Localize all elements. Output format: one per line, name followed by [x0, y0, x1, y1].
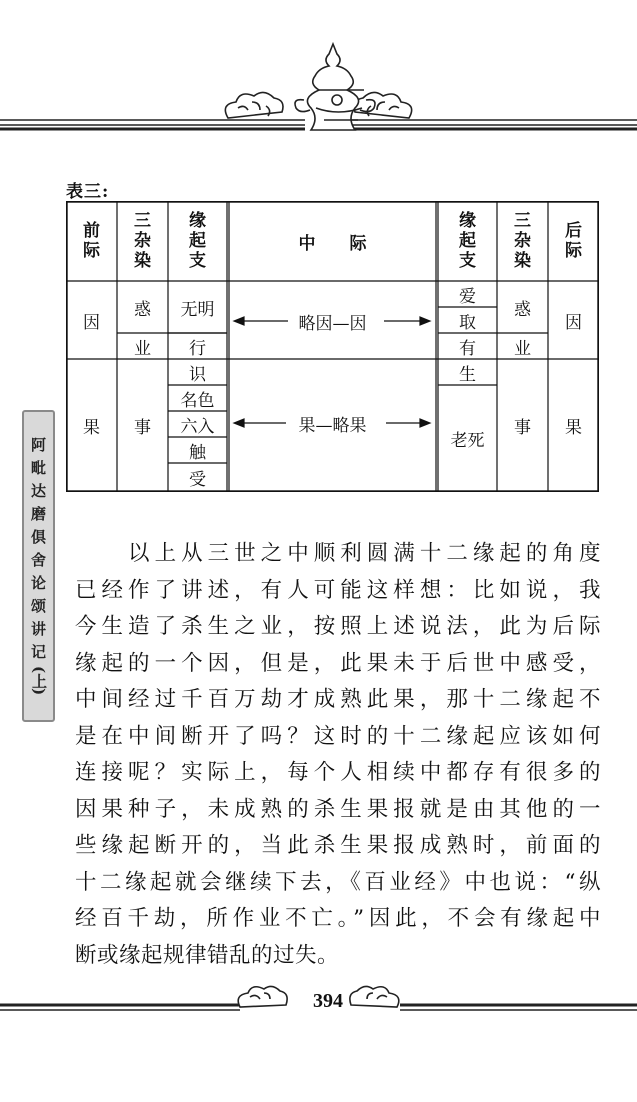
- table-caption: 表三:: [66, 182, 110, 202]
- body-line: 些缘起断开的，当此杀生果报成熟时，前面的: [75, 833, 601, 858]
- side-tab-char: 俱: [30, 528, 46, 546]
- cell-cause-right: 因: [565, 312, 582, 333]
- body-line: 缘起的一个因，但是，此果未于后世中感受，: [75, 650, 601, 676]
- twelve-links-table: [66, 201, 599, 492]
- arrow-label-effect-text: 果—略果: [295, 411, 371, 436]
- page-number: 394: [313, 990, 343, 1012]
- cell-huo-right: 惑: [514, 299, 531, 320]
- cell-huo-left: 惑: [134, 299, 151, 320]
- cell-mingse: 名色: [180, 390, 215, 411]
- side-tab-char: 达: [30, 482, 46, 500]
- body-line: 中间经过千百万劫才成熟此果，那十二缘起不: [75, 687, 601, 712]
- cell-qu: 取: [459, 312, 476, 333]
- header-ornament: [0, 0, 637, 150]
- side-tab-char: 舍: [30, 551, 46, 569]
- header-hou-ji: 后 际: [565, 221, 582, 261]
- side-tab-char: 阿: [30, 436, 46, 454]
- side-tab-char: 毗: [30, 459, 46, 477]
- header-zhong-ji: 中 际: [298, 233, 367, 254]
- header-san-za-ran-left: 三 杂 染: [134, 211, 151, 271]
- body-paragraph: [75, 536, 601, 974]
- body-line: 已经作了讲述，有人可能这样想：比如说，我: [75, 577, 601, 603]
- cell-ye-right: 业: [514, 338, 531, 359]
- body-line: 是在中间断开了吗？这时的十二缘起应该如何: [75, 723, 601, 749]
- side-tab-char: 讲: [30, 620, 46, 638]
- arrow-label-effect: [229, 411, 436, 435]
- side-tab-char: 论: [30, 574, 46, 592]
- side-tab-book-title: [22, 410, 55, 722]
- side-tab-char: 记: [30, 643, 46, 661]
- side-tab-char: 磨: [30, 505, 46, 523]
- cell-sheng: 生: [459, 364, 476, 385]
- body-line: 以上从三世之中顺利圆满十二缘起的角度: [75, 541, 601, 566]
- header-yuan-qi-zhi-left: 缘 起 支: [189, 211, 206, 271]
- body-line: 断或缘起规律错乱的过失。: [75, 942, 340, 968]
- header-yuan-qi-zhi-right: 缘 起 支: [459, 211, 476, 271]
- header-san-za-ran-right: 三 杂 染: [514, 211, 531, 271]
- cell-xing: 行: [189, 338, 206, 359]
- cell-cause-left: 因: [83, 312, 100, 333]
- cell-laosi: 老死: [450, 431, 485, 451]
- body-line: 经百千劫，所作业不亡。”因此，不会有缘起中: [75, 906, 601, 931]
- side-tab-char: (上): [30, 666, 48, 696]
- cell-shi-right: 事: [514, 418, 531, 438]
- cell-shou: 受: [189, 470, 206, 490]
- cell-effect-left: 果: [83, 418, 100, 438]
- cell-liuru: 六入: [180, 416, 215, 437]
- cell-you: 有: [459, 338, 476, 359]
- cell-shi-left: 事: [134, 418, 151, 438]
- cell-effect-right: 果: [565, 418, 582, 438]
- body-line: 今生造了杀生之业，按照上述说法，此为后际: [75, 614, 601, 639]
- cell-wuming: 无明: [180, 299, 215, 320]
- header-qian-ji: 前 际: [83, 221, 100, 261]
- body-line: 连接呢？实际上，每个人相续中都存有很多的: [75, 760, 601, 785]
- body-line: 十二缘起就会继续下去，《百业经》中也说：“纵: [75, 869, 601, 895]
- side-tab-char: 颂: [30, 597, 46, 615]
- cell-chu: 触: [189, 442, 206, 463]
- arrow-label-cause-text: 略因—因: [295, 309, 371, 334]
- body-line: 因果种子，未成熟的杀生果报就是由其他的一: [75, 796, 601, 822]
- cell-ai: 爱: [459, 286, 476, 307]
- cell-ye-left: 业: [134, 338, 151, 359]
- cell-shi-consciousness: 识: [189, 364, 206, 385]
- arrow-label-cause: [229, 309, 436, 333]
